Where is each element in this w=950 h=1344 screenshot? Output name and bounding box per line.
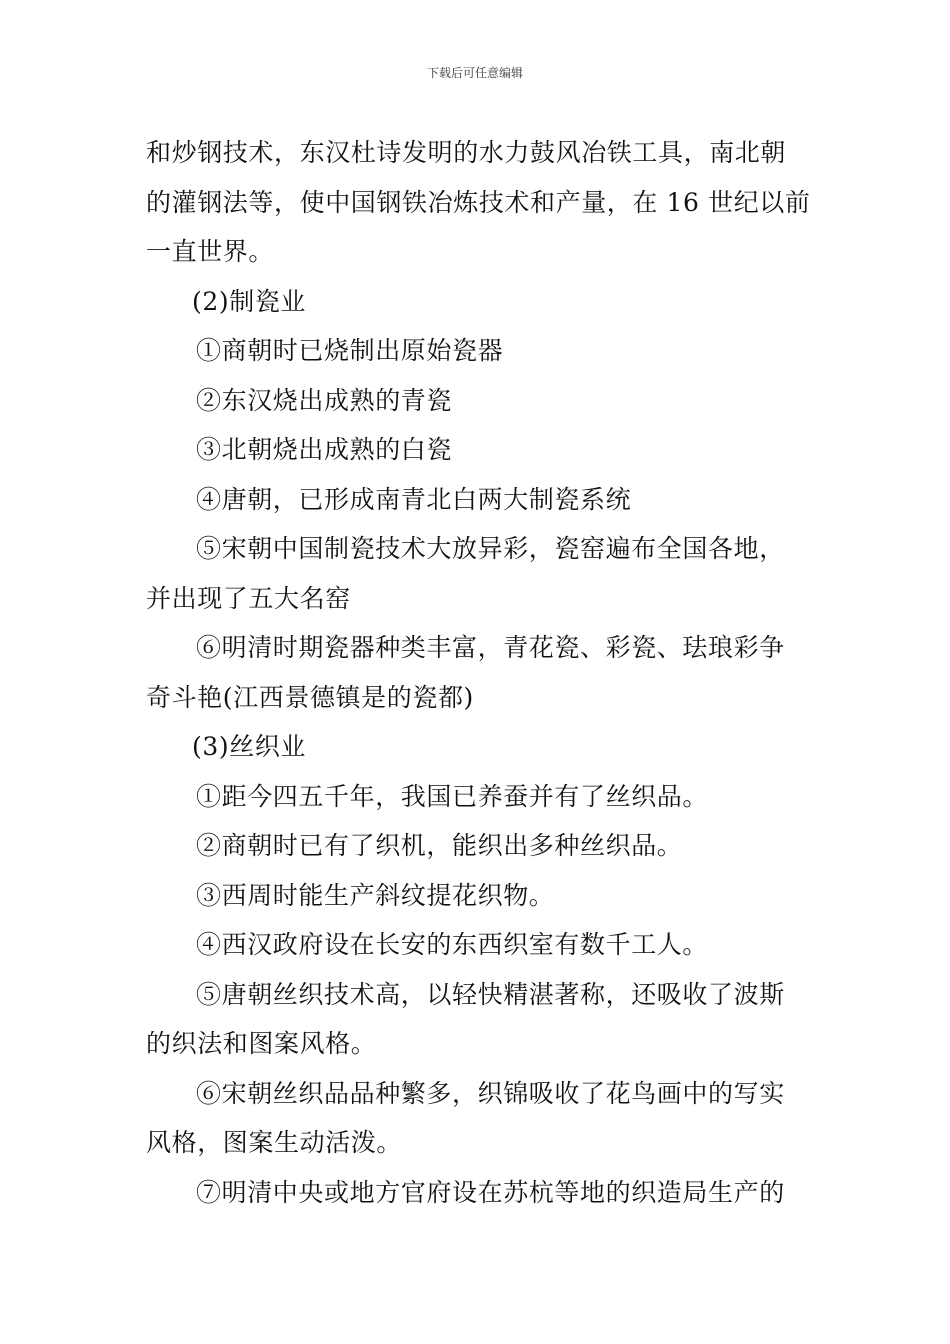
list-item: ⑦明清中央或地方官府设在苏杭等地的织造局生产的 (196, 1177, 785, 1207)
list-item: ①距今四五千年，我国已养蚕并有了丝织品。 (196, 781, 709, 811)
section-heading-silk: (3)丝织业 (192, 732, 307, 761)
list-item: ①商朝时已烧制出原始瓷器 (196, 336, 504, 365)
text-line: 奇斗艳(江西景德镇是的瓷都) (146, 682, 474, 712)
page-header: 下载后可任意编辑 (426, 66, 523, 80)
list-item: ④西汉政府设在长安的东西织室有数千工人。 (196, 930, 709, 959)
text-line: 的织法和图案风格。 (146, 1029, 377, 1058)
list-item: ⑤宋朝中国制瓷技术大放异彩，瓷窑遍布全国各地， (196, 534, 785, 563)
document-body (146, 128, 811, 1217)
text-line: 并出现了五大名窑 (146, 583, 351, 613)
list-item: ③西周时能生产斜纹提花织物。 (196, 880, 555, 910)
list-item: ⑥明清时期瓷器种类丰富，青花瓷、彩瓷、珐琅彩争 (196, 633, 785, 662)
text-line: 和炒钢技术，东汉杜诗发明的水力鼓风冶铁工具，南北朝 (146, 138, 787, 167)
list-item: ②商朝时已有了织机，能织出多种丝织品。 (196, 831, 683, 860)
text-line: 一直世界。 (146, 237, 275, 266)
list-item: ⑤唐朝丝织技术高，以轻快精湛著称，还吸收了波斯 (196, 979, 785, 1009)
text-line: 的灌钢法等，使中国钢铁冶炼技术和产量，在 16 世纪以前 (146, 187, 811, 217)
list-item: ④唐朝，已形成南青北白两大制瓷系统 (196, 484, 632, 514)
list-item: ②东汉烧出成熟的青瓷 (196, 385, 453, 415)
list-item: ③北朝烧出成熟的白瓷 (196, 435, 453, 464)
section-heading-porcelain: (2)制瓷业 (192, 286, 307, 316)
list-item: ⑥宋朝丝织品品种繁多，织锦吸收了花鸟画中的写实 (196, 1078, 785, 1108)
text-line: 风格，图案生动活泼。 (146, 1128, 403, 1157)
